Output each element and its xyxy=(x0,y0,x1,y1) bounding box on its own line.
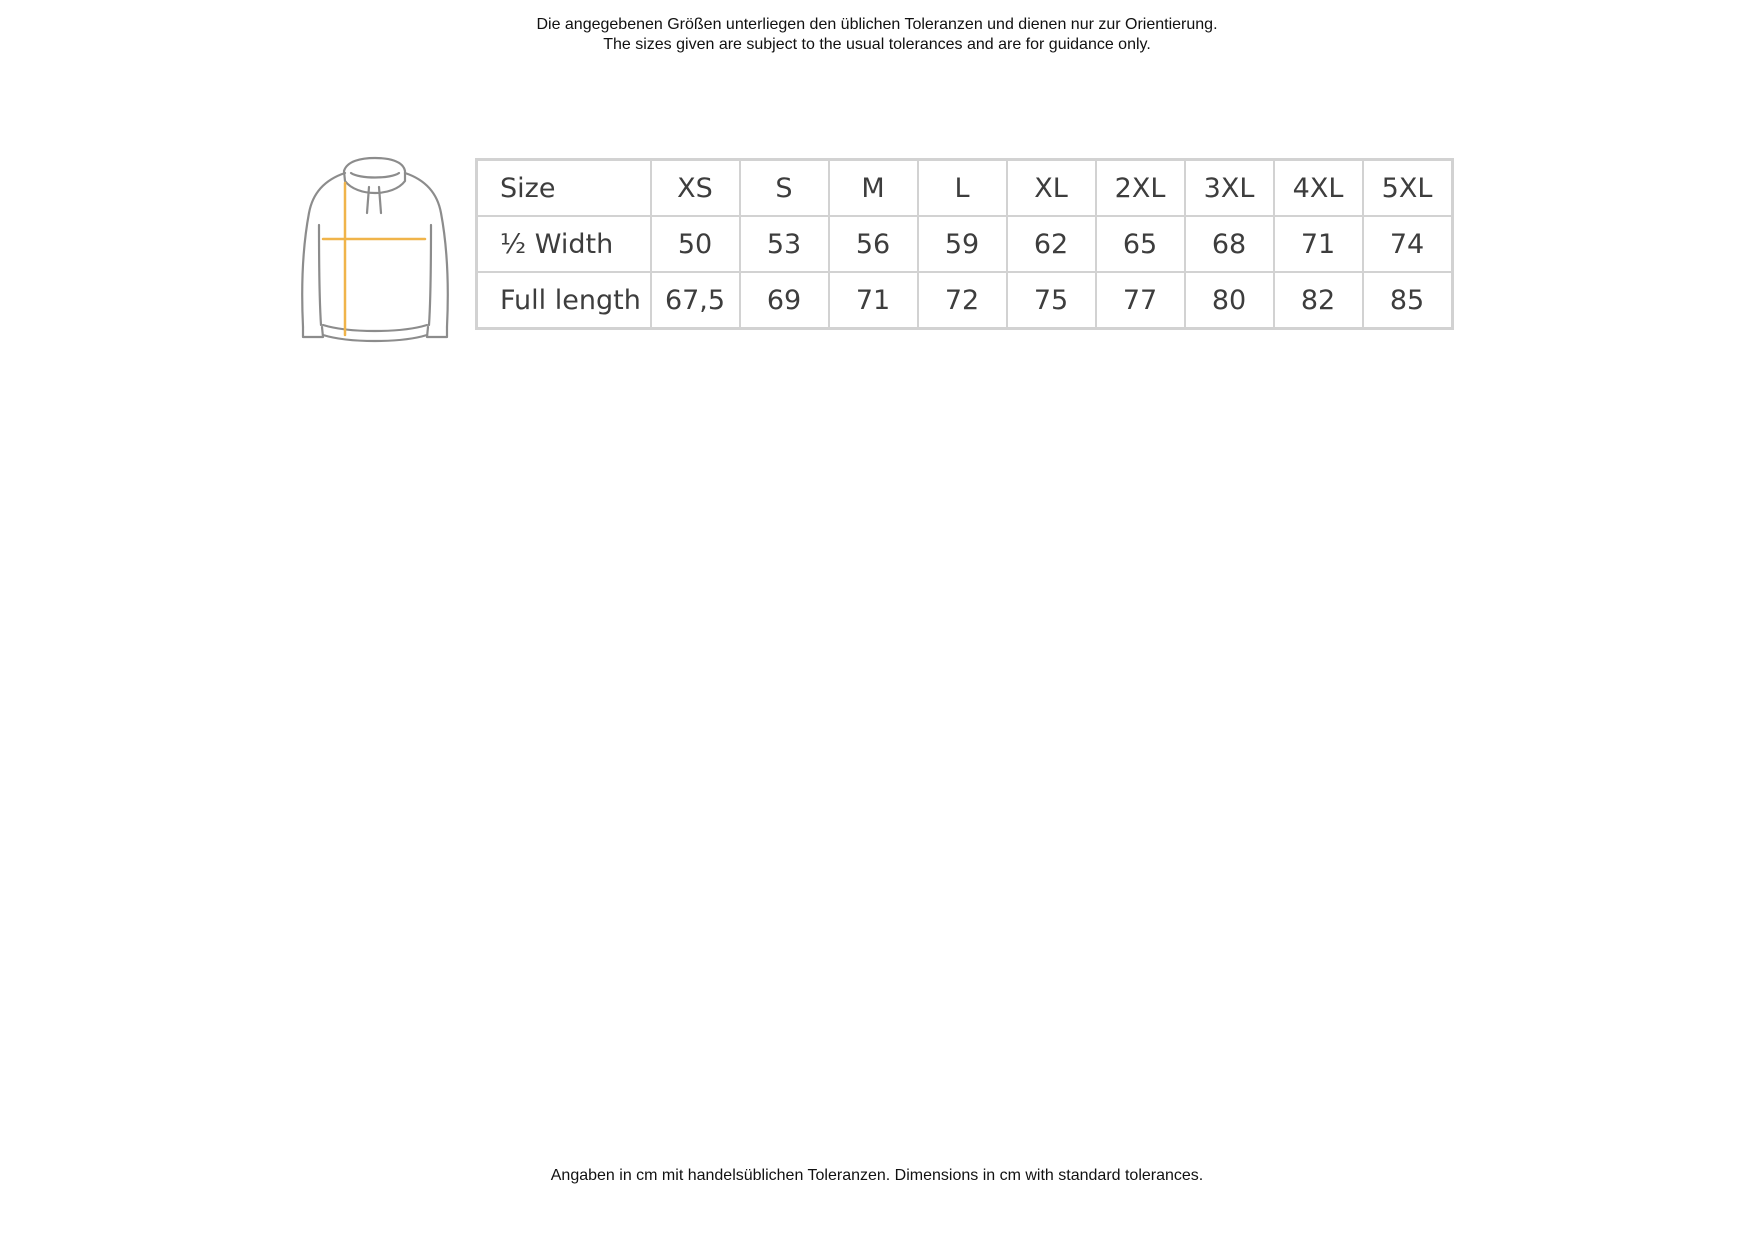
full-length-l: 72 xyxy=(918,272,1007,329)
full-length-xs: 67,5 xyxy=(651,272,740,329)
size-5xl: 5XL xyxy=(1363,160,1453,217)
half-width-s: 53 xyxy=(740,216,829,272)
half-width-m: 56 xyxy=(829,216,918,272)
full-length-xl: 75 xyxy=(1007,272,1096,329)
row-label-half-width: ½ Width xyxy=(477,216,651,272)
half-width-5xl: 74 xyxy=(1363,216,1453,272)
tolerance-notice-en: The sizes given are subject to the usual tolerances and are for guidance only. xyxy=(603,36,1151,53)
tolerance-notice-de: Die angegebenen Größen unterliegen den üblichen Toleranzen und dienen nur zur Orientierung. xyxy=(536,16,1218,33)
size-xs: XS xyxy=(651,160,740,217)
row-label-full-length: Full length xyxy=(477,272,651,329)
hoodie-measurement-icon xyxy=(289,155,461,345)
half-width-xs: 50 xyxy=(651,216,740,272)
full-length-4xl: 82 xyxy=(1274,272,1363,329)
full-length-3xl: 80 xyxy=(1185,272,1274,329)
half-width-4xl: 71 xyxy=(1274,216,1363,272)
row-label-size: Size xyxy=(477,160,651,217)
full-length-s: 69 xyxy=(740,272,829,329)
table-row-full-length xyxy=(477,272,1453,329)
half-width-2xl: 65 xyxy=(1096,216,1185,272)
dimensions-footnote: Angaben in cm mit handelsüblichen Toleranzen. Dimensions in cm with standard tolerances. xyxy=(550,1167,1204,1184)
table-row-size xyxy=(477,160,1453,217)
half-width-xl: 62 xyxy=(1007,216,1096,272)
size-4xl: 4XL xyxy=(1274,160,1363,217)
size-s: S xyxy=(740,160,829,217)
full-length-2xl: 77 xyxy=(1096,272,1185,329)
size-m: M xyxy=(829,160,918,217)
full-length-m: 71 xyxy=(829,272,918,329)
table-row-half-width xyxy=(477,216,1453,272)
size-2xl: 2XL xyxy=(1096,160,1185,217)
full-length-5xl: 85 xyxy=(1363,272,1453,329)
half-width-3xl: 68 xyxy=(1185,216,1274,272)
tolerance-notice xyxy=(0,15,1754,55)
size-xl: XL xyxy=(1007,160,1096,217)
size-chart-table xyxy=(475,158,1454,330)
size-l: L xyxy=(918,160,1007,217)
size-3xl: 3XL xyxy=(1185,160,1274,217)
half-width-l: 59 xyxy=(918,216,1007,272)
